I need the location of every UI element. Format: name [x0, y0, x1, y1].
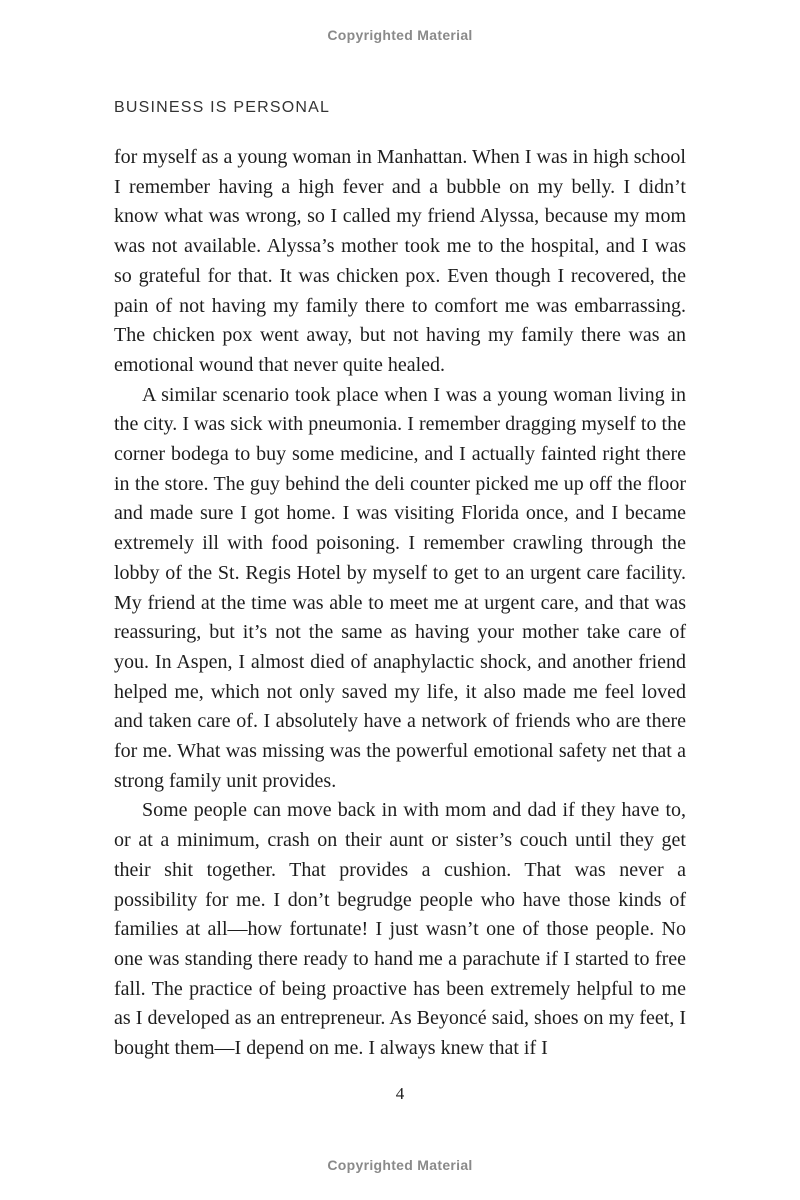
page-number: 4: [395, 1084, 405, 1103]
copyright-notice-top: Copyrighted Material: [327, 27, 473, 43]
paragraph-2: A similar scenario took place when I was a young woman living in the city. I was sick with pneumonia. I remember dragging myself to the corner bodega to buy some medicine, and I actually fainted right there in the store. The guy behind the deli counter picked me up off the floor and made sure I got home. I was visiting Florida once, and I became extremely ill with food poisoning. I remember crawling through the lobby of the St. Regis Hotel by myself to get to an urgent care facility. My friend at the time was able to meet me at urgent care, and that was reassuring, but it’s not the same as having your mother take care of you. In Aspen, I almost died of anaphylactic shock, and another friend helped me, which not only saved my life, it also made me feel loved and taken care of. I absolutely have a network of friends who are there for me. What was missing was the powerful emotional safety net that a strong family unit provides.: [114, 383, 686, 792]
running-head: BUSINESS IS PERSONAL: [114, 99, 331, 116]
body-text: [114, 143, 686, 1064]
paragraph-1: for myself as a young woman in Manhattan. When I was in high school I remember having a high fever and a bubble on my belly. I didn’t know what was wrong, so I called my friend Alyssa, because my mom was not available. Alyssa’s mother took me to the hospital, and I was so grateful for that. It was chicken pox. Even though I recovered, the pain of not having my family there to comfort me was embarrassing. The chicken pox went away, but not having my family there was an emotional wound that never quite healed.: [114, 146, 686, 376]
paragraph-3: Some people can move back in with mom and dad if they have to, or at a minimum, crash on their aunt or sister’s couch until they get their shit together. That provides a cushion. That was never a possibility for me. I don’t begrudge people who have those kinds of families at all—how fortunate! I just wasn’t one of those people. No one was standing there ready to hand me a parachute if I started to free fall. The practice of being proactive has been extremely helpful to me as I developed as an entrepreneur. As Beyoncé said, shoes on my feet, I bought them—I depend on me. I always knew that if I: [114, 799, 686, 1060]
copyright-notice-bottom: Copyrighted Material: [327, 1157, 473, 1173]
